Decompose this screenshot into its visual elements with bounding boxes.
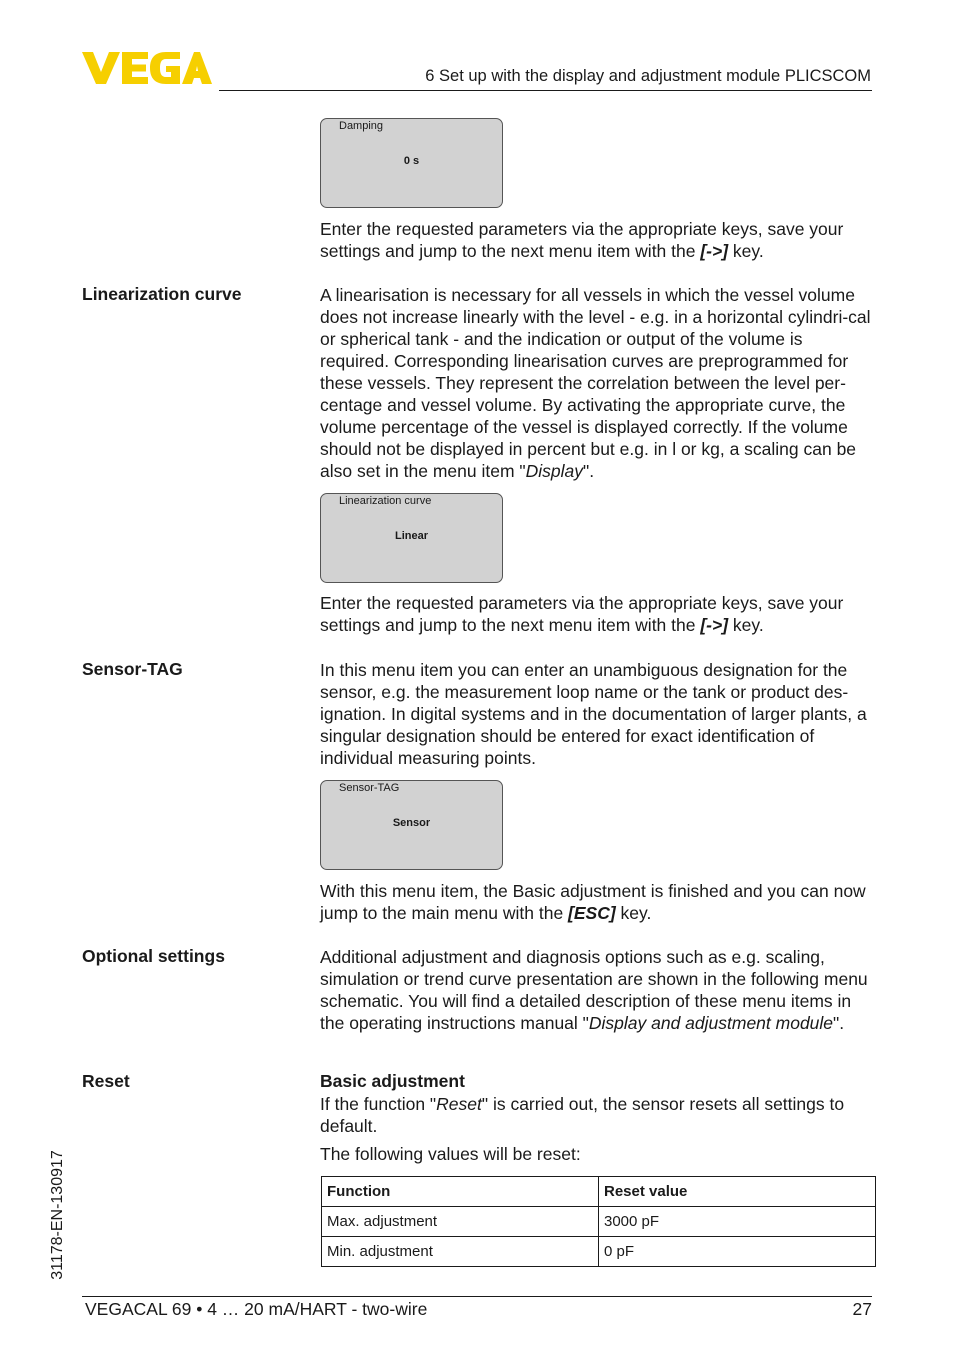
vega-logo-icon [82, 52, 212, 84]
table-cell: 0 pF [599, 1237, 876, 1267]
section-title: 6 Set up with the display and adjustment module PLICSCOM [425, 67, 871, 85]
section-label-optional: Optional settings [82, 946, 225, 966]
footer-rule [82, 1296, 872, 1297]
key-label: [->] [700, 241, 729, 261]
table-row [322, 1207, 876, 1237]
display-value: Linear [394, 530, 428, 542]
linearization-display [320, 493, 503, 583]
display-value: 0 s [403, 155, 420, 167]
damping-instructions: Enter the requested parameters via the appropriate keys, save your settings and jump to the next menu item with the [->] key. [320, 219, 844, 261]
damping-display [320, 118, 503, 208]
table-cell: 3000 pF [599, 1207, 876, 1237]
display-title: Linearization curve [339, 495, 432, 507]
sensor-tag-display [320, 780, 503, 870]
table-cell: Max. adjustment [322, 1207, 599, 1237]
header-rule [219, 90, 872, 91]
table-header-row [322, 1177, 876, 1207]
reset-description: If the function "Reset" is carried out, the sensor resets all settings to default. [320, 1094, 845, 1136]
reset-values-table [321, 1176, 876, 1267]
key-label: [ESC] [568, 903, 616, 923]
linearization-description: A linearisation is necessary for all vessels in which the vessel volume does not increase linearly with the level - e.g. in a horizontal cylindri-cal or spherical tank - and the indication or output of the volume is required. Corresponding linearisation curves are preprogrammed for these vessels. They represent the correlation between the level per-centage and vessel volume. By activating the appropriate curve, the volume percentage of the vessel is displayed correctly. If the volume should not be displayed in percent but e.g. in l or kg, a scaling can be also set in the menu item "Display". [320, 285, 871, 481]
document-id [43, 1140, 73, 1290]
display-title: Sensor-TAG [339, 782, 400, 794]
display-value: Sensor [392, 817, 431, 829]
vega-logo [82, 52, 212, 84]
page-number: 27 [852, 1299, 872, 1319]
linearization-instructions: Enter the requested parameters via the appropriate keys, save your settings and jump to the next menu item with the [->] key. [320, 593, 844, 635]
reset-heading: Basic adjustment [320, 1071, 465, 1091]
reset-values-intro: The following values will be reset: [320, 1144, 581, 1164]
display-title: Damping [339, 120, 384, 132]
document-id-text: 31178-EN-130917 [49, 1150, 66, 1280]
sensor-tag-description: In this menu item you can enter an unambiguous designation for the sensor, e.g. the measurement loop name or the tank or product des-ignation. In digital systems and in the documentation of larger plants, a singular designation should be entered for exact identification of individual measuring points. [320, 660, 867, 768]
section-label-sensor-tag: Sensor-TAG [82, 659, 183, 679]
sensor-tag-instructions: With this menu item, the Basic adjustment is finished and you can now jump to the main menu with the [ESC] key. [320, 881, 866, 923]
section-label-reset: Reset [82, 1071, 130, 1091]
table-row [322, 1237, 876, 1267]
footer-product: VEGACAL 69 • 4 … 20 mA/HART - two-wire [85, 1299, 428, 1319]
table-header: Function [322, 1177, 599, 1207]
optional-description: Additional adjustment and diagnosis options such as e.g. scaling, simulation or trend curve presentation are shown in the following menu schematic. You will find a detailed description of these menu items in the operating instructions manual "Display and adjustment module". [320, 947, 868, 1033]
table-cell: Min. adjustment [322, 1237, 599, 1267]
key-label: [->] [700, 615, 729, 635]
table-header: Reset value [599, 1177, 876, 1207]
section-label-linearization: Linearization curve [82, 284, 242, 304]
